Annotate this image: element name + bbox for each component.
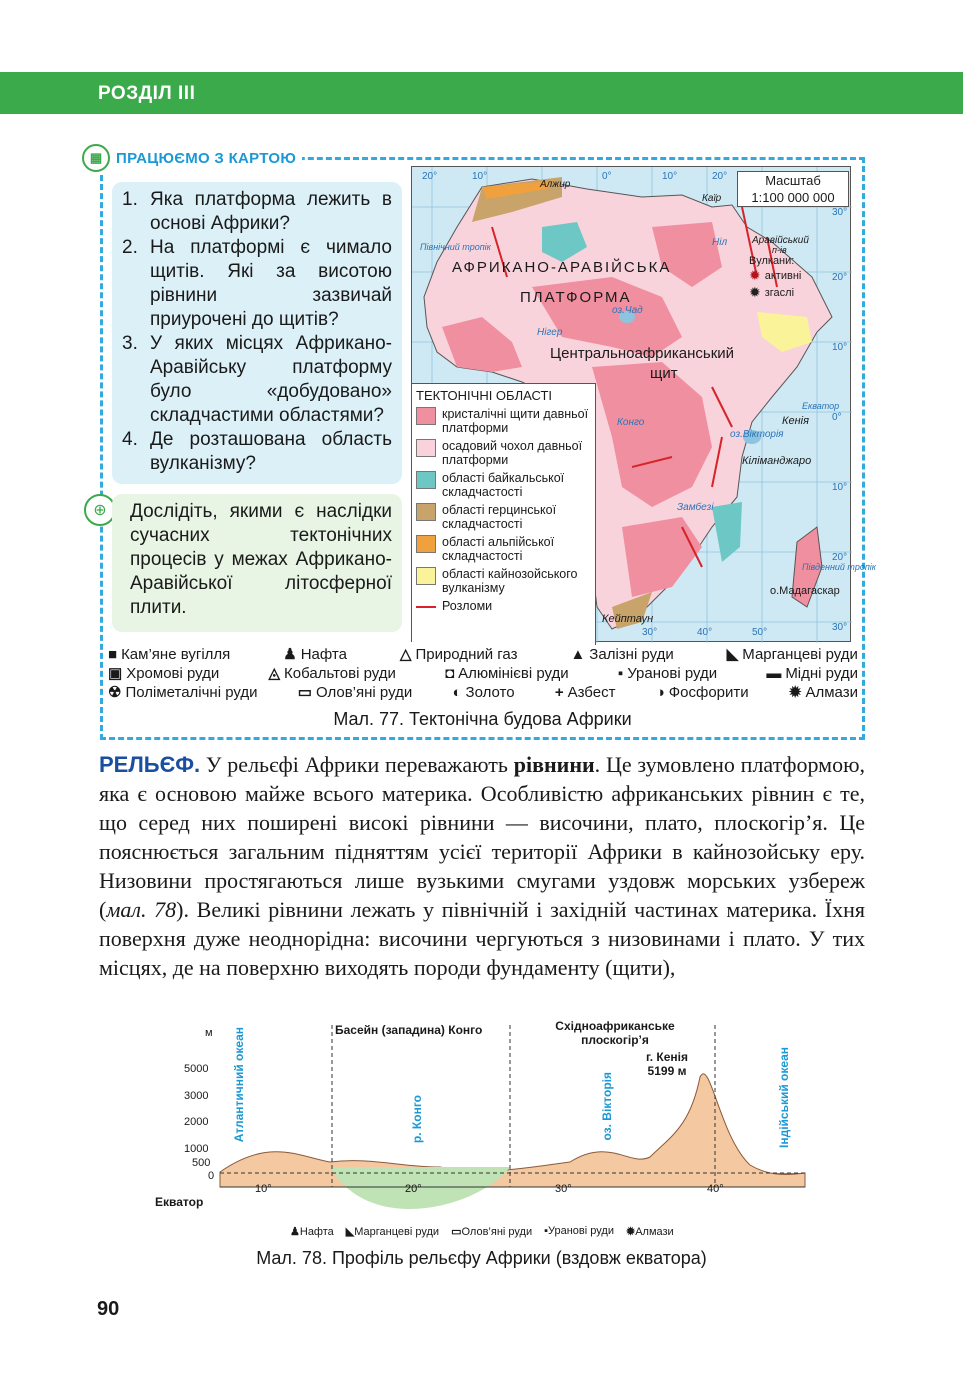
y-tick: 0 [208, 1170, 215, 1182]
ocean-label: Атлантичний океан [232, 1027, 246, 1143]
gas-icon: △ [399, 646, 412, 663]
place-label: Каїр [702, 193, 722, 204]
extinct-volcano-icon: ✹ [749, 284, 761, 300]
profile-graphic [150, 1017, 810, 1247]
phosphorite-icon: ◑ [655, 684, 665, 701]
page-number: 90 [97, 1298, 120, 1320]
equator-label: Екватор [155, 1195, 204, 1209]
question-item: 1. Яка платформа лежить в основі Африки? [122, 189, 392, 234]
legend-entry: ◣Марганцеві руди [345, 1226, 440, 1238]
legend-entry: ▣ Хромові руди [108, 665, 220, 682]
diamond-icon: ✹ [788, 684, 802, 701]
question-item: 2. На платформі є чимало щитів. Які за висотою рівнини зазвичай приурочені до щитів? [122, 237, 392, 330]
legend-entry: ▪ Уранові руди [617, 665, 718, 682]
legend-entry: ♟Нафта [290, 1226, 334, 1238]
shield-label: Центральноафриканський [550, 345, 735, 362]
platform-label: АФРИКАНО-АРАВІЙСЬКА [452, 259, 672, 276]
legend-entry: ▲ Залізні руди [570, 646, 674, 663]
legend-entry: ▪Уранові руди [544, 1225, 614, 1237]
explore-box: Дослідіть, якими є наслідки сучасних тектонічних процесів у межах Африкано-Аравійської літосферної плити. [112, 494, 402, 632]
manganese-icon: ◣ [726, 646, 739, 663]
x-tick: 30° [555, 1183, 572, 1195]
equator-label: Екватор [802, 401, 840, 411]
map-book-icon: ▦ [82, 144, 110, 172]
questions-box [112, 182, 402, 484]
lake-label: оз.Вікторія [730, 429, 784, 440]
legend-title: ТЕКТОНІЧНІ ОБЛАСТІ [416, 388, 552, 403]
legend-entry: ◬ Кобальтові руди [268, 665, 396, 682]
legend-entry: ▭ Олов’яні руди [297, 684, 413, 701]
figure-caption: Мал. 77. Тектонічна будова Африки [333, 709, 632, 729]
section-header [0, 72, 963, 114]
gold-icon: ◐ [452, 684, 462, 701]
river-label: Ніл [712, 237, 728, 248]
section-title: РОЗДІЛ ІІІ [98, 83, 196, 104]
y-tick: 500 [192, 1157, 211, 1169]
profile-legend [290, 1225, 674, 1238]
platform-label: ПЛАТФОРМА [520, 289, 632, 306]
place-label: Кенія [782, 415, 809, 427]
question-item: 4. Де розташована область вулканізму? [122, 429, 392, 474]
y-tick: 2000 [184, 1116, 209, 1128]
y-tick: 3000 [184, 1090, 209, 1102]
legend-entry: ◐ Золото [452, 684, 515, 701]
legend-item: області герцинської складчастості [416, 503, 591, 531]
polymetal-icon: ☢ [108, 684, 122, 701]
legend-entry: △ Природний газ [399, 646, 518, 663]
body-paragraph: РЕЛЬЄФ. У рельєфі Африки переважають рівнини. Це зумовлено платформою, яка є основою майже всього материка. Особливістю африканських рівнин є те, що серед них поширені високі рівнини — височини, плато, плоскогір’я. Це пояснюється загальним підняттям усієї території Африки в кайнозойську еру. Низовини простягаються лише вузькими смугами уздовж морських узбереж (мал. 78). Великі рівнини лежать у північній і західній частинах материка. Їхня поверхня дуже неоднорідна: височини чергуються з низовинами і плато. У тих місцях, де на поверхню виходять породи фундаменту (щити), [99, 752, 866, 980]
place-label: Алжир [540, 179, 571, 190]
active-volcano-icon: ✹ [749, 267, 761, 283]
y-tick: 5000 [184, 1063, 209, 1075]
peak-label: г. Кенія 5199 м [645, 1050, 689, 1078]
region-label: Східноафриканське плоскогір’я [555, 1019, 675, 1047]
copper-icon: ▬ [766, 665, 782, 682]
legend-entry: ◑ Фосфорити [655, 684, 749, 701]
uranium-icon: ▪ [617, 665, 624, 682]
tin-icon: ▭ [451, 1226, 462, 1238]
place-label: п-ів [772, 245, 787, 255]
legend-entry: ♟ Нафта [283, 646, 347, 663]
resources-legend [108, 645, 858, 702]
tin-icon: ▭ [297, 684, 312, 701]
legend-item: осадовий чохол давньої платформи [416, 439, 591, 467]
river-label: р. Конго [410, 1095, 424, 1144]
legend-entry: ◘ Алюмінієві руди [445, 665, 569, 682]
place-label: Кіліманджаро [742, 455, 812, 467]
legend-entry: ☢ Поліметалічні руди [108, 684, 258, 701]
river-label: Нігер [537, 327, 563, 338]
legend-entry: ■ Кам’яне вугілля [108, 646, 231, 663]
river-label: Замбезі [677, 502, 714, 513]
tectonic-legend [412, 383, 596, 645]
legend-item: області альпійської складчастості [416, 535, 591, 563]
region-label: Басейн (западина) Конго [335, 1023, 483, 1037]
legend-entry: ✹ Алмази [788, 684, 858, 701]
legend-entry: ▬ Мідні руди [766, 665, 858, 682]
map-task-header [82, 144, 302, 172]
tropic-label: Північний тропік [420, 242, 491, 252]
uranium-icon: ▪ [544, 1225, 548, 1237]
coal-icon: ■ [108, 646, 118, 663]
globe-icon: ⊕ [84, 494, 116, 526]
cobalt-icon: ◬ [268, 665, 281, 682]
x-tick: 40° [707, 1183, 724, 1195]
figure-caption: Мал. 78. Профіль рельєфу Африки (вздовж екватора) [256, 1248, 707, 1268]
legend-item: області кайнозойського вулканізму [416, 567, 591, 595]
legend-entry: ▭Олов’яні руди [451, 1226, 533, 1238]
river-label: Конго [617, 417, 645, 428]
relief-profile [150, 1017, 810, 1247]
oil-icon: ♟ [290, 1226, 300, 1238]
asbestos-icon: + [554, 684, 564, 701]
legend-item: кристалічні щити давньої платформи [416, 407, 591, 435]
x-tick: 10° [255, 1183, 272, 1195]
legend-entry: ◣ Марганцеві руди [726, 646, 858, 663]
legend-entry: ✹Алмази [625, 1226, 674, 1238]
place-label: о.Мадагаскар [770, 585, 840, 597]
oil-icon: ♟ [283, 646, 297, 663]
question-item: 3. У яких місцях Африкано-Аравійську платформу було «добудовано» складчастими областями? [122, 333, 392, 426]
iron-icon: ▲ [570, 646, 586, 663]
map-task-title: ПРАЦЮЄМО З КАРТОЮ [116, 149, 297, 167]
legend-entry: + Азбест [554, 684, 616, 701]
shield-label: щит [650, 365, 678, 382]
ocean-label: Індійський океан [777, 1047, 791, 1148]
axis-unit: м [205, 1027, 213, 1039]
chrome-icon: ▣ [108, 665, 123, 682]
legend-item: Розломи [416, 599, 591, 613]
tectonic-map: Масштаб 1:100 000 000 АФРИКАНО-АРАВІЙСЬКА ПЛАТФОРМА Центральноафриканський щит Алжир Каїр Аравійський п-ів Кенія Кіліманджаро о.Мадагаскар Кейптаун оз.Чад оз.Вікторія Ніл Нігер Конго Замбезі Північний тропік Південний тропік Екватор 20° 10° 0° 10° 20° 30° 40° 50° 30° 20° 10° 0° 10° 20° 30° Вулкани: ✹ активні ✹ згаслі ТЕКТОНІЧНІ ОБЛАСТІ кристалічні щити давньої платформи осадовий чохол давньої платформи області байкальської складчастості області герцинської складчастості області альпійської складчастості області кайнозойського вулканізму Розломи [411, 166, 851, 642]
paragraph-lead: РЕЛЬЄФ. [99, 752, 201, 777]
manganese-icon: ◣ [345, 1226, 355, 1238]
lake-label: оз. Вікторія [600, 1072, 614, 1141]
x-tick: 20° [405, 1183, 422, 1195]
legend-item: області байкальської складчастості [416, 471, 591, 499]
diamond-icon: ✹ [625, 1226, 636, 1238]
volcano-legend: Вулкани: ✹ активні ✹ згаслі [749, 255, 802, 300]
tropic-label: Південний тропік [802, 562, 877, 572]
place-label: Кейптаун [602, 613, 654, 625]
lake-label: оз.Чад [612, 305, 643, 316]
aluminium-icon: ◘ [445, 665, 455, 682]
y-tick: 1000 [184, 1143, 209, 1155]
map-scale: Масштаб 1:100 000 000 [737, 171, 849, 207]
place-label: Аравійський [752, 235, 809, 246]
